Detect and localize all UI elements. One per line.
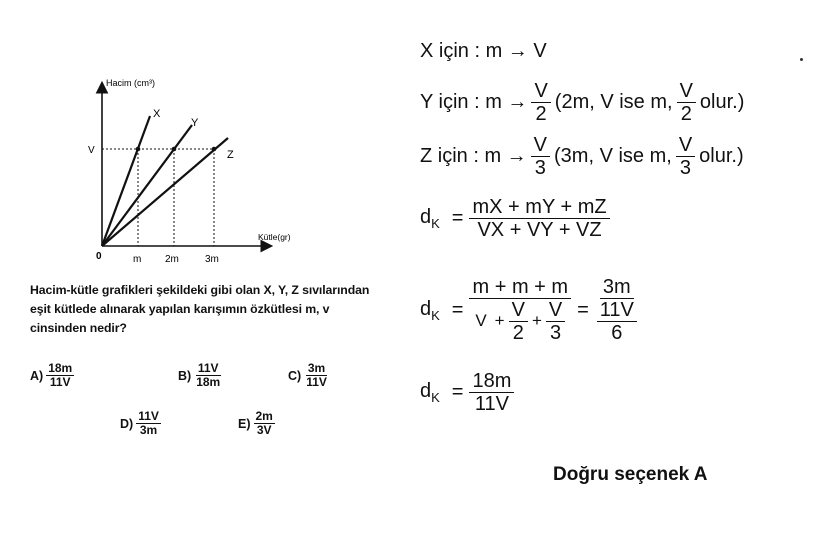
line-y-fraction-2 [677,80,696,125]
result-fraction [469,370,514,415]
formula-den: VX + VY + VZ [477,219,602,241]
equals-sign-3: = [577,298,589,321]
choice-d-num: 11V [138,409,159,423]
choice-a-fraction [46,362,74,389]
solution-line-x-text: X için : m → V [420,40,547,62]
choice-b-num: 11V [197,361,219,375]
substitution-num: m + m + m [469,276,571,299]
density-substitution [420,276,639,344]
density-symbol-2 [420,298,440,323]
equals-sign-2: = [451,298,464,321]
choice-d-fraction [136,410,161,437]
den-v: V [475,311,487,331]
line-y-suffix: (2m, V ise m, [554,91,673,113]
line-z-prefix: Z için : m → [420,145,527,167]
choice-d-den: 3m [139,423,158,438]
y-axis-label: Hacim (cm³) [106,78,155,88]
simplified-den [595,299,639,344]
line-x-label: X [153,108,161,120]
den-v2-den: 2 [512,322,524,344]
den-plus-1: + [494,311,505,331]
line-z-suffix: (3m, V ise m, [554,145,672,167]
point-x [136,147,141,152]
choice-e-num: 2m [255,409,273,423]
solution-line-x [420,40,547,63]
result-num: 18m [469,370,514,393]
equals-sign: = [451,207,464,229]
density-formula [420,196,610,241]
result-den: 11V [474,393,509,415]
solution-line-z [420,134,744,179]
choice-b-fraction [194,362,222,389]
line-y-prefix: Y için : m → [420,91,528,113]
den-v2 [509,299,528,344]
solution-line-y [420,80,744,125]
point-z [212,147,217,152]
choice-a-num: 18m [48,361,73,375]
dk-d-3: d [420,380,432,402]
simplified-num: 3m [600,276,634,299]
line-z-fraction-2 [676,134,695,179]
choice-d [120,410,161,437]
choice-a-den: 11V [49,375,71,390]
dk-d: d [420,206,432,228]
choice-b-label: B) [178,368,192,383]
choice-b-den: 18m [196,375,221,390]
choice-c-label: C) [288,368,302,383]
choice-e [238,410,275,437]
x-tick-m: m [133,254,142,265]
line-y-fraction [531,80,550,125]
point-y [172,147,177,152]
line-y-den-2: 2 [680,103,692,125]
den-v3-den: 3 [549,322,562,344]
density-symbol [420,206,440,231]
formula-num: mX + mY + mZ [469,196,609,219]
dk-sub-3: K [431,390,440,405]
line-y [102,125,192,246]
choice-e-den: 3V [256,423,272,438]
den-v3 [546,299,565,344]
den-plus-2: + [531,311,542,331]
line-z-den-2: 3 [679,157,692,179]
origin-label: 0 [96,251,102,262]
equals-sign-4: = [451,381,464,403]
stray-dot [800,58,803,61]
dk-d-2: d [420,297,432,320]
choice-a-label: A) [30,368,44,383]
question-text: Hacim-kütle grafikleri şekildeki gibi olan X, Y, Z sıvılarından eşit kütlede alınarak yapılan karışımın özkütlesi m, v cinsinden nedir? [30,283,370,335]
line-y-end: olur.) [699,91,745,113]
line-z-den: 3 [534,157,546,179]
choice-c-fraction [304,362,329,389]
den-v3-num: V [546,299,565,322]
line-y-num-2: V [677,80,696,103]
line-z-num-2: V [676,134,695,157]
simplified-den-fraction [597,299,637,344]
density-result [420,370,514,415]
line-z-num: V [531,134,550,157]
choice-d-label: D) [120,416,134,431]
volume-mass-graph [80,70,320,270]
choice-b [178,362,222,389]
line-z-label: Z [227,149,234,161]
choice-c-den: 11V [306,375,327,390]
density-symbol-3 [420,380,440,405]
x-axis-label: Kütle(gr) [258,232,291,242]
line-y-num: V [531,80,550,103]
line-z-end: olur.) [699,145,744,167]
choice-e-label: E) [238,416,251,431]
line-y-label: Y [191,117,199,129]
substitution-fraction [469,276,571,344]
dk-sub-2: K [431,307,440,323]
simplified-den-num: 11V [597,299,637,322]
correct-answer: Doğru seçenek A [553,464,708,485]
den-v2-num: V [509,299,528,322]
v-tick-label: V [88,145,95,156]
formula-fraction [469,196,609,241]
simplified-den-den: 6 [611,322,623,344]
simplified-fraction [595,276,639,344]
dk-sub: K [431,216,440,231]
x-tick-3m: 3m [205,254,219,265]
choice-e-fraction [254,410,275,437]
line-y-den: 2 [535,103,547,125]
choice-c-num: 3m [307,361,326,375]
choice-a [30,362,74,389]
x-tick-2m: 2m [165,254,179,265]
line-z-fraction [531,134,550,179]
choice-c [288,362,329,389]
substitution-den [473,299,567,344]
